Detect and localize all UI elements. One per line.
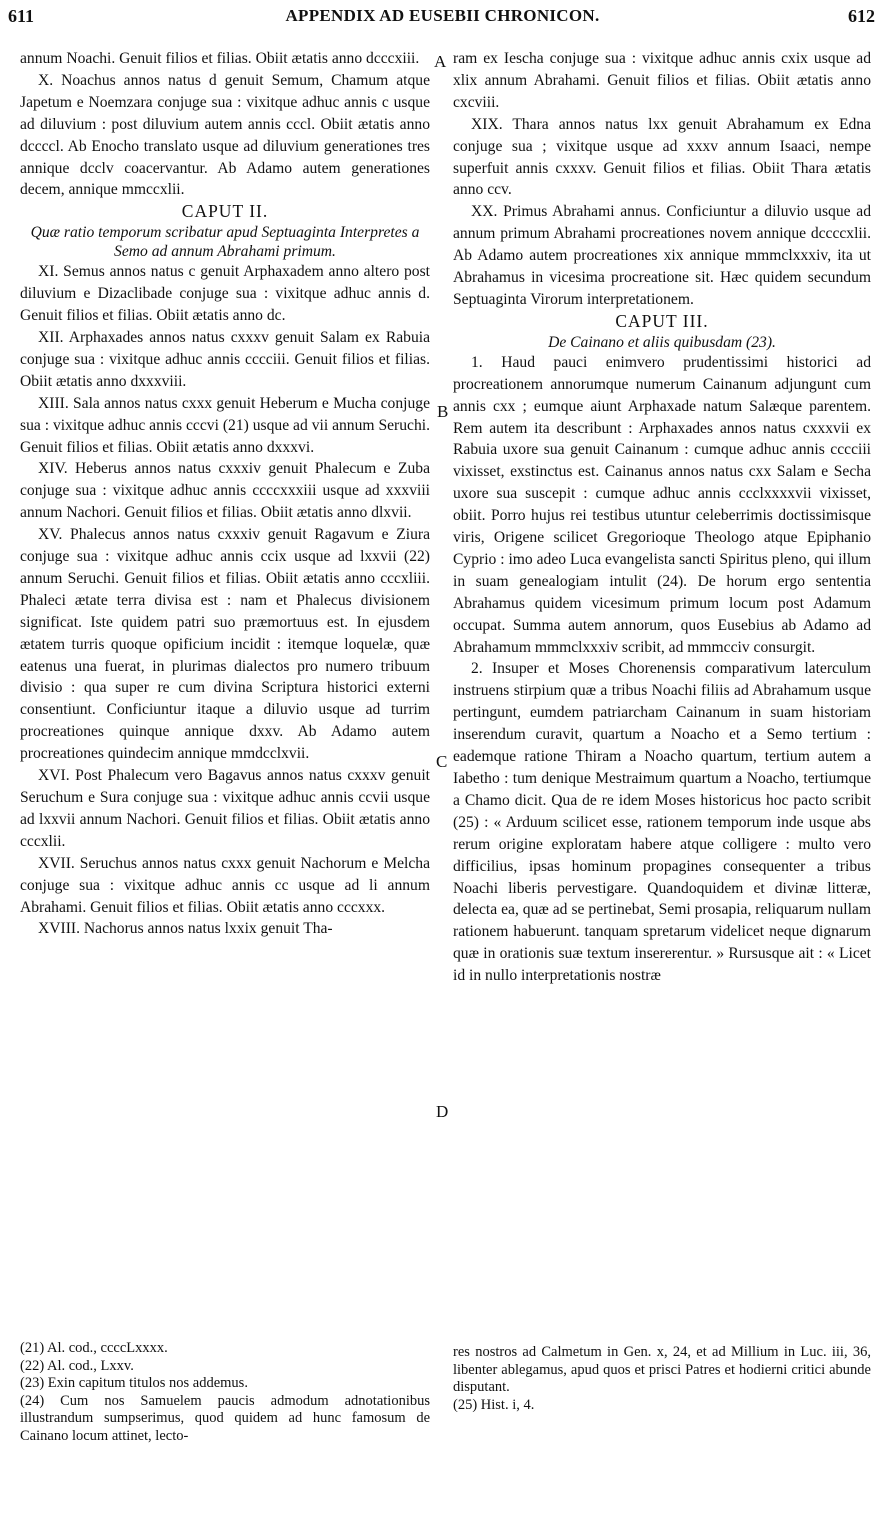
paragraph: XX. Primus Abrahami annus. Conficiuntur a diluvio usque ad annum primum Abrahami procreationes novem annique dccccxlii. Ab Adamo autem procreationes xix annique mmmclxxxiv, ita ut Abrahamus in vicesima procreatione sit. Hæc quidem secundum Septuaginta Virorum interpretationem.	[453, 203, 871, 308]
left-column	[20, 48, 430, 940]
footnote: (21) Al. cod., ccccLxxxx.	[20, 1340, 168, 1356]
paragraph: XVI. Post Phalecum vero Bagavus annos natus cxxxv genuit Seruchum e Sura conjuge sua : vixitque adhuc annis ccvii usque ad lxxvii annum Nachori. Genuit filios et filias. Obiit ætatis anno cccxlii.	[20, 767, 430, 850]
margin-letter-a: A	[434, 52, 447, 71]
paragraph: 1. Haud pauci enimvero prudentissimi historici ad procreationem annorumque numerum Cainanum adjungunt cum annis cxx ; eumque aiunt Arphaxade natum Salæque parentem. Rem autem ita describunt : Arphaxades annos natus cxxxvii ex Rabuia uxore sua genuit Cainanum : cumque adhuc annis cccciii vixisset, exstinctus est. Cainanus annos natus cxx Salam e Secha uxore sua suscepit : cumque adhuc annis ccclxxxxvii vixisset, obiit. Porro hujus rei testibus utuntur celeberrimis doctissimisque viris, Origene scilicet Gregorioque Theologo atque Epiphanio Cyprio : imo adeo Luca evangelista sancti Spiritus pleno, qui illum in suam genealogiam intulit (24). De horum ergo sententia Abrahamus quidem vicesimum primum locum post Adamum occupat. Summa autem annorum, quos Eusebius ab Adamo ad Abrahamum mmmclxxxiv scribit, ad mmmcciv consurgit.	[453, 353, 871, 656]
running-title: APPENDIX AD EUSEBII CHRONICON.	[285, 6, 600, 25]
paragraph: XVIII. Nachorus annos natus lxxix genuit Tha-	[38, 920, 333, 938]
footnote: res nostros ad Calmetum in Gen. x, 24, et ad Millium in Luc. iii, 36, libenter ablegamus, apud quos et prisci Patres et hodierni critici abunde disputant.	[453, 1344, 871, 1395]
paragraph: XIII. Sala annos natus cxxx genuit Heberum e Mucha conjuge sua : vixitque adhuc annis cccvi (21) usque ad vii annum Seruchi. Genuit filios et filias. Obiit ætatis anno dxxxvi.	[20, 394, 430, 456]
margin-letter-c: C	[436, 752, 448, 771]
paragraph: X. Noachus annos natus d genuit Semum, Chamum atque Japetum e Noemzara conjuge sua : vixitque adhuc annis c usque ad diluvium : post diluvium autem annis cccl. Obiit ætatis anno dccccl. Ab Enocho translato usque ad diluvium generationes tres annique dcclv coacervantur. Ab Adamo autem generationes decem, annique mmccxlii.	[20, 71, 430, 199]
footnote: (25) Hist. i, 4.	[453, 1396, 535, 1413]
footnotes-right	[453, 1344, 871, 1414]
paragraph: XIV. Heberus annos natus cxxxiv genuit Phalecum e Zuba conjuge sua : vixitque adhuc annis ccccxxxiii usque ad xxxviii annum Nachori. Genuit filios et filias. Obiit ætatis anno dlxvii.	[20, 460, 430, 522]
paragraph: XV. Phalecus annos natus cxxxiv genuit Ragavum e Ziura conjuge sua : vixitque adhuc annis ccix usque ad lxxvii (22) annum Seruchi. Genuit filios et filias. Obiit ætatis anno cccxliii. Phaleci ætate terra divisa est : nam et Phalecus divisionem significat. Iste quidem patri suo præmortuus est. In ejusdem ætatem turris quoque opificium incidit : itemque loquelæ, quæ eatenus una fuerat, in plurimas dialectos pro numero tribuum divisio : qua super re cum divina Scriptura historici externi consentiunt. Conficiuntur itaque a diluvio usque ad turrim procreationes quinque annique dxxv. Ab Adamo autem procreationes quindecim annique mmdcclxvii.	[20, 526, 430, 763]
paragraph: XII. Arphaxades annos natus cxxxv genuit Salam ex Rabuia conjuge sua : vixitque adhuc annis cccciii. Genuit filios et filias. Obiit ætatis anno dxxxviii.	[20, 328, 430, 390]
paragraph: XI. Semus annos natus c genuit Arphaxadem anno altero post diluvium e Dizaclibade conjuge sua : vixitque adhuc annis d. Genuit filios et filias. Obiit ætatis anno dc.	[20, 263, 430, 325]
paragraph: ram ex Iescha conjuge sua : vixitque adhuc annis cxix usque ad xlix annum Abrahami. Genuit filios et filias. Obiit ætatis anno cxcviii.	[453, 50, 871, 111]
chapter-heading: CAPUT III.	[615, 310, 709, 331]
paragraph: annum Noachi. Genuit filios et filias. Obiit ætatis anno dcccxiii.	[20, 50, 420, 67]
page-number-left: 611	[8, 6, 35, 26]
footnotes-left	[20, 1340, 430, 1445]
margin-letter-b: B	[437, 402, 449, 421]
footnote: (23) Exin capitum titulos nos addemus.	[20, 1375, 248, 1391]
footnote: (22) Al. cod., Lxxv.	[20, 1357, 134, 1374]
chapter-heading: CAPUT II.	[181, 201, 269, 222]
page-header	[0, 4, 885, 30]
margin-letter-d: D	[436, 1102, 449, 1121]
chapter-subtitle: Quæ ratio temporum scribatur apud Septuaginta Interpretes a Semo ad annum Abrahami primum.	[30, 224, 420, 261]
chapter-subtitle: De Cainano et aliis quibusdam (23).	[548, 333, 776, 351]
page-number-right: 612	[848, 6, 875, 26]
right-column	[453, 48, 871, 987]
paragraph: XIX. Thara annos natus lxx genuit Abrahamum ex Edna conjuge sua ; vixitque usque ad xxxv annum Isaaci, nempe superfuit annis cxxxv. Genuit filios et filias. Obiit Thara ætatis anno ccv.	[453, 115, 871, 199]
paragraph: XVII. Seruchus annos natus cxxx genuit Nachorum e Melcha conjuge sua : vixitque adhuc annis cc usque ad li annum Abrahami. Genuit filios et filias. Obiit ætatis anno cccxxx.	[20, 854, 430, 916]
paragraph: 2. Insuper et Moses Chorenensis comparativum laterculum instruens stirpium quæ a tribus Noachi filiis ad Abrahamum usque pertingunt, eumdem patriarcham Cainanum in suam historiam inserendum curavit, quartum a Noacho et a Semo tertium : eademque ratione Thiram a Noacho quartum, tertium autem a Iabetho : tum denique Mestraimum quartum a Noacho, tertiumque a Chamo dicit. Qua de re idem Moses historicus hoc pacto scribit (25) : « Arduum scilicet esse, rationem temporum inde usque abs rerum origine exploratam habere atque colligere : multo vero difficilius, ipsas hominum propagines consequenter a tribus Noachi liberis pervestigare. Quandoquidem et divinæ litteræ, delecta ea, quæ ad se pertinebat, Semi prosapia, reliquarum nullam rationem habuerunt. tanquam spretarum videlicet neque dignarum quæ in orationis suæ textum insererentur. » Rursusque ait : « Licet id in nullo interpretationis nostræ	[453, 660, 871, 985]
footnote: (24) Cum nos Samuelem paucis admodum adnotationibus illustrandum sumpserimus, quod quidem ad hunc famosum de Cainano locum attinet, lecto-	[20, 1392, 430, 1444]
